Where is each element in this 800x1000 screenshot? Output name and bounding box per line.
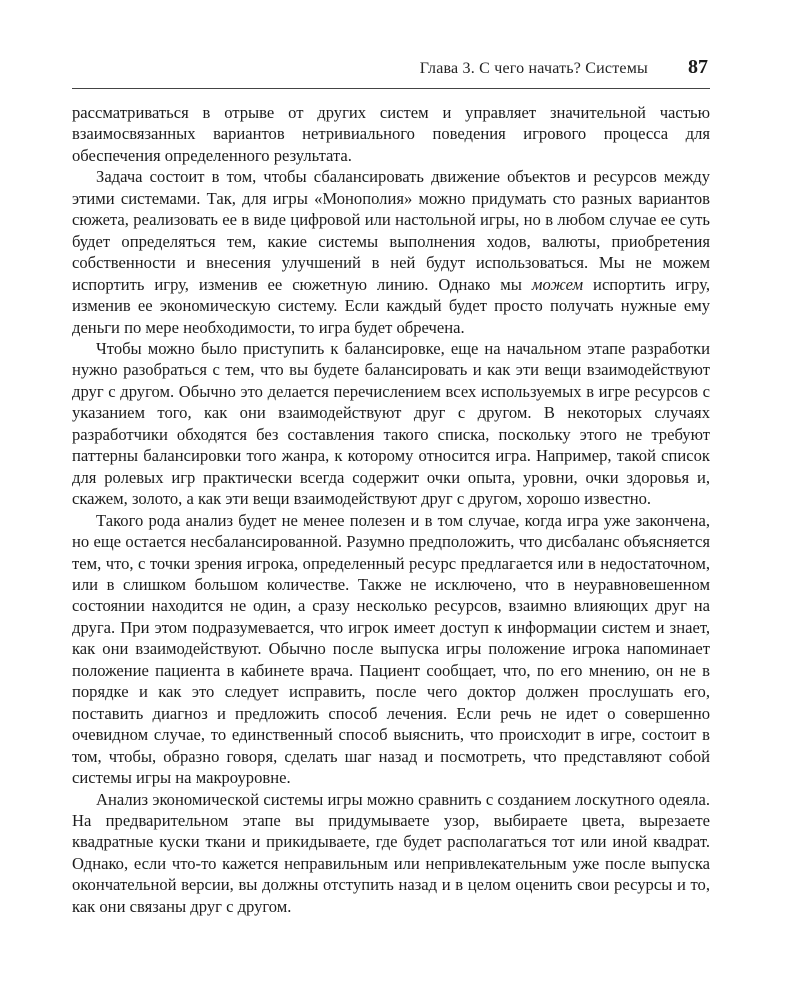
paragraph-text-part: испортить игру, изменив ее экономическую систему. Если каждый будет просто получать нужные ему деньги по мере необходимости, то игра будет обречена. <box>72 274 711 337</box>
paragraph-patchwork-analogy: Анализ экономической системы игры можно сравнить с созданием лоскутного одеяла. На предварительном этапе вы придумываете узор, выбираете цвета, вырезаете квадратные куски ткани и прикидываете, где будет располагаться тот или иной квадрат. Однако, если что-то кажется неправильным или непривлекательным уже после выпуска окончательной версии, вы должны отступить назад и в целом оценить свои ресурсы и то, как они связаны друг с другом. <box>72 789 710 916</box>
emphasis-word: можем <box>531 274 584 294</box>
paragraph-balance-task <box>72 166 710 338</box>
paragraph-resource-list: Чтобы можно было приступить к балансировке, еще на начальном этапе разработки нужно разобраться с тем, что вы будете балансировать и как эти вещи взаимодействуют друг с другом. Обычно это делается перечислением всех используемых в игре ресурсов с указанием того, как они взаимодействуют друг с другом. В некоторых случаях разработчики обходятся без составления такого списка, поскольку этого не требуют паттерны балансировки того жанра, к которому относится игра. Например, такой список для ролевых игр практически всегда содержит очки опыта, уровни, очки здоровья и, скажем, золото, а как эти вещи взаимодействуют друг с другом, хорошо известно. <box>72 338 710 509</box>
body-text <box>72 102 710 917</box>
paragraph-text-part: Задача состоит в том, чтобы сбалансировать движение объектов и ресурсов между этими системами. Так, для игры «Монополия» можно придумать сто разных вариантов сюжета, реализовать ее в виде цифровой или настольной игры, но в любом случае ее суть будет определяться тем, какие системы выполнения ходов, валюты, приобретения собственности и внесения улучшений в ней будут использоваться. Мы не можем испортить игру, изменив ее сюжетную линию. Однако мы <box>72 167 710 294</box>
running-header <box>72 52 710 89</box>
page-number: 87 <box>688 56 708 78</box>
chapter-title: Глава 3. С чего начать? Системы <box>419 60 648 77</box>
paragraph-imbalance-analysis: Такого рода анализ будет не менее полезен и в том случае, когда игра уже закончена, но еще остается несбалансированной. Разумно предположить, что дисбаланс объясняется тем, что, с точки зрения игрока, определенный ресурс предлагается или в недостаточном, или в слишком большом количестве. Также не исключено, что в неуравновешенном состоянии находится не один, а сразу несколько ресурсов, взаимно влияющих друг на друга. При этом подразумевается, что игрок имеет доступ к информации систем и знает, как они взаимодействуют. Обычно после выпуска игры положение игрока напоминает положение пациента в кабинете врача. Пациент сообщает, что, по его мнению, он не в порядке и как это следует исправить, после чего доктор должен прослушать его, поставить диагноз и предложить способ лечения. Если речь не идет о совершенно очевидном случае, то единственный способ выяснить, что происходит в игре, состоит в том, чтобы, образно говоря, сделать шаг назад и посмотреть, что представляют собой системы игры на макроуровне. <box>72 510 710 788</box>
paragraph-continuation: рассматриваться в отрыве от других систем и управляет значительной частью взаимосвязанных вариантов нетривиального поведения игрового процесса для обеспечения определенного результата. <box>72 103 710 165</box>
